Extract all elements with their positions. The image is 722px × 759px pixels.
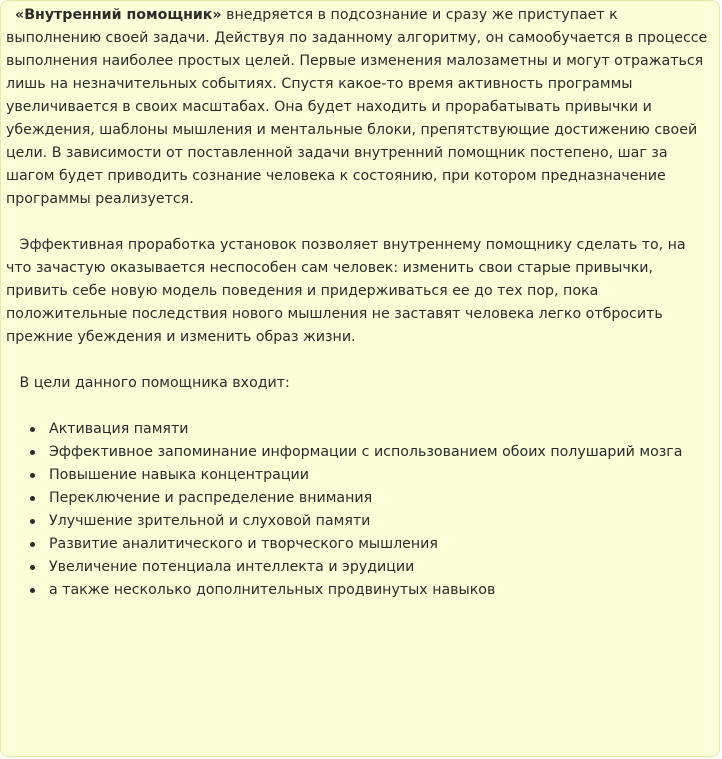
bullet-icon [30, 496, 35, 501]
bullet-icon [30, 588, 35, 593]
list-item [27, 533, 719, 556]
bullet-icon [30, 427, 35, 432]
goals-list [5, 418, 719, 602]
paragraph-spacer [5, 349, 719, 372]
list-item [27, 464, 719, 487]
bullet-icon [30, 519, 35, 524]
list-item [27, 510, 719, 533]
bullet-icon [30, 473, 35, 478]
paragraph-spacer [5, 395, 719, 418]
list-item [27, 487, 719, 510]
intro-paragraph-text: внедряется в подсознание и сразу же приступает к выполнению своей задачи. Действуя по заданному алгоритму, он самообучается в процессе выполнения наиболее простых целей. Первые изменения малозаметны и могут отражаться лишь на незначительных событиях. Спустя какое-то время активность программы увеличивается в своих масштабах. Она будет находить и прорабатывать привычки и убеждения, шаблоны мышления и ментальные блоки, препятствующие достижению своей цели. В зависимости от поставленной задачи внутренний помощник постепено, шаг за шагом будет приводить сознание человека к состоянию, при котором предназначение программы реализуется. [6, 7, 708, 207]
bullet-icon [30, 565, 35, 570]
goals-intro-text: В цели данного помощника входит: [19, 375, 290, 391]
list-item-text: Улучшение зрительной и слуховой памяти [49, 513, 371, 529]
list-item-text: а также несколько дополнительных продвинутых навыков [49, 582, 496, 598]
effectiveness-paragraph-text: Эффективная проработка установок позволяет внутреннему помощнику сделать то, на что зачастую оказывается неспособен сам человек: изменить свои старые привычки, привить себе новую модель поведения и придерживаться ее до тех пор, пока положительные последствия нового мышления не заставят человека легко отбросить прежние убеждения и изменить образ жизни. [6, 237, 686, 345]
list-item-text: Увеличение потенциала интеллекта и эрудиции [49, 559, 415, 575]
goals-intro [5, 372, 719, 395]
bullet-icon [30, 450, 35, 455]
list-item-text: Активация памяти [49, 421, 189, 437]
list-item [27, 441, 719, 464]
list-item [27, 579, 719, 602]
list-item-text: Переключение и распределение внимания [49, 490, 373, 506]
list-item-text: Повышение навыка концентрации [49, 467, 309, 483]
program-name-bold: «Внутренний помощник» [15, 7, 222, 23]
intro-paragraph [5, 4, 719, 211]
paragraph-spacer [5, 211, 719, 234]
list-item [27, 418, 719, 441]
list-item-text: Развитие аналитического и творческого мышления [49, 536, 438, 552]
effectiveness-paragraph [5, 234, 719, 349]
list-item-text: Эффективное запоминание информации с использованием обоих полушарий мозга [49, 444, 683, 460]
bullet-icon [30, 542, 35, 547]
list-item [27, 556, 719, 579]
